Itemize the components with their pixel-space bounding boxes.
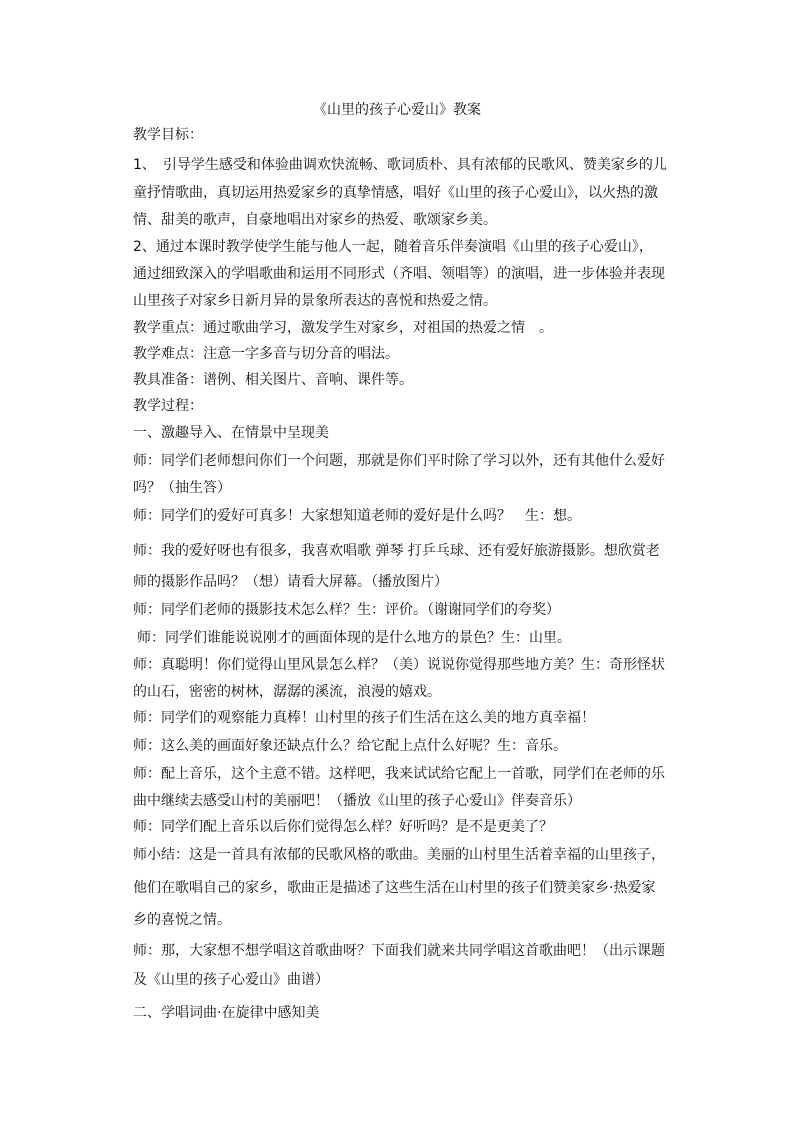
paragraph-line: 乡的喜悦之情。 bbox=[133, 912, 231, 928]
paragraph-line: 教学重点：通过歌曲学习，激发学生对家乡，对祖国的热爱之情 。 bbox=[133, 320, 553, 336]
paragraph-line: 2、通过本课时教学使学生能与他人一起，随着音乐伴奏演唱《山里的孩子心爱山》， bbox=[133, 239, 653, 255]
paragraph-line: 师：我的爱好呀也有很多，我喜欢唱歌 弹琴 打乒乓球、还有爱好旅游摄影。想欣赏老 bbox=[133, 543, 660, 559]
paragraph-line: 吗？（抽生答） bbox=[133, 480, 231, 496]
paragraph-line: 情、甜美的歌声，自豪地唱出对家乡的热爱、歌颂家乡美。 bbox=[133, 212, 497, 228]
paragraph-line: 师：同学们谁能说说刚才的画面体现的是什么地方的景色？生：山里。 bbox=[137, 630, 571, 646]
paragraph-line: 曲中继续去感受山村的美丽吧！（播放《山里的孩子心爱山》伴奏音乐） bbox=[133, 793, 581, 809]
paragraph-line: 师：同学们配上音乐以后你们觉得怎么样？好听吗？是不是更美了？ bbox=[133, 819, 553, 835]
paragraph-line: 教学目标： bbox=[133, 127, 203, 143]
paragraph-line: 教学难点：注意一字多音与切分音的唱法。 bbox=[133, 346, 399, 362]
document-title: 《山里的孩子心爱山》教案 bbox=[313, 102, 481, 118]
paragraph-line: 师：同学们的爱好可真多！大家想知道老师的爱好是什么吗？ 生：想。 bbox=[133, 508, 581, 524]
paragraph-line: 教学过程： bbox=[133, 398, 203, 414]
paragraph-line: 童抒情歌曲，真切运用热爱家乡的真挚情感，唱好《山里的孩子心爱山》，以火热的激 bbox=[133, 185, 658, 201]
paragraph-line: 师：同学们老师的摄影技术怎么样？生：评价。（谢谢同学们的夸奖） bbox=[133, 602, 560, 618]
paragraph-line: 师：同学们的观察能力真棒！山村里的孩子们生活在这么美的地方真幸福！ bbox=[133, 710, 595, 726]
paragraph-line: 他们在歌唱自己的家乡，歌曲正是描述了这些生活在山村里的孩子们赞美家乡·热爱家 bbox=[133, 880, 656, 896]
paragraph-line: 师：真聪明！你们觉得山里风景怎么样？（美）说说你觉得那些地方美？生：奇形怪状 bbox=[133, 657, 665, 673]
paragraph-line: 师的摄影作品吗？（想）请看大屏幕。（播放图片） bbox=[133, 574, 448, 590]
paragraph-line: 1、 引导学生感受和体验曲调欢快流畅、歌词质朴、具有浓郁的民歌风、赞美家乡的儿 bbox=[133, 157, 667, 173]
paragraph-line: 师小结：这是一首具有浓郁的民歌风格的歌曲。美丽的山村里生活着幸福的山里孩子， bbox=[133, 847, 665, 863]
paragraph-line: 教具准备：谱例、相关图片、音响、课件等。 bbox=[133, 372, 413, 388]
paragraph-line: 师：配上音乐，这个主意不错。这样吧，我来试试给它配上一首歌，同学们在老师的乐 bbox=[133, 766, 665, 782]
paragraph-line: 师：这么美的画面好象还缺点什么？给它配上点什么好呢？生：音乐。 bbox=[133, 738, 567, 754]
paragraph-line: 师：同学们老师想问你们一个问题，那就是你们平时除了学习以外，还有其他什么爱好 bbox=[133, 453, 665, 469]
section-heading: 一、激趣导入、在情景中呈现美 bbox=[133, 425, 329, 441]
paragraph-line: 的山石，密密的树林，潺潺的溪流，浪漫的嬉戏。 bbox=[133, 684, 441, 700]
paragraph-line: 及《山里的孩子心爱山》曲谱） bbox=[133, 972, 329, 988]
paragraph-line: 师：那，大家想不想学唱这首歌曲呀？下面我们就来共同学唱这首歌曲吧！（出示课题 bbox=[133, 943, 665, 959]
paragraph-line: 通过细致深入的学唱歌曲和运用不同形式（齐唱、领唱等）的演唱，进一步体验并表现 bbox=[133, 266, 665, 282]
paragraph-line: 山里孩子对家乡日新月异的景象所表达的喜悦和热爱之情。 bbox=[133, 293, 497, 309]
section-heading: 二、学唱词曲·在旋律中感知美 bbox=[133, 1005, 320, 1021]
